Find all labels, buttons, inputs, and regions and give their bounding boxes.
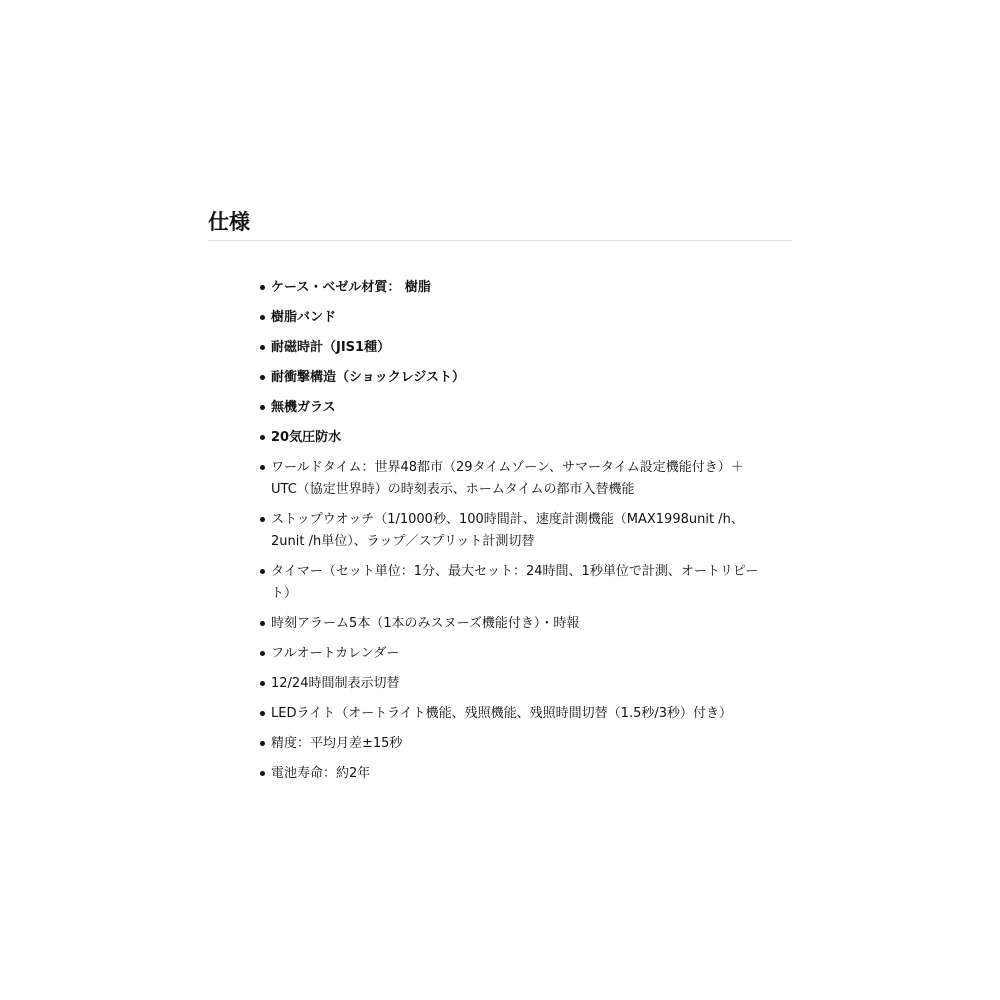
spec-item — [260, 509, 760, 553]
spec-item — [260, 427, 760, 449]
spec-list — [260, 277, 760, 793]
spec-item-text: LEDライト（オートライト機能、残照機能、残照時間切替（1.5秒/3秒）付き） — [271, 706, 733, 721]
spec-item — [260, 561, 760, 605]
spec-item — [260, 703, 760, 725]
spec-item — [260, 457, 760, 501]
spec-item — [260, 733, 760, 755]
spec-item-text: タイマー（セット単位：1分、最大セット：24時間、1秒単位で計測、オートリピート） — [271, 564, 759, 601]
bullet-icon — [260, 345, 265, 350]
bullet-icon — [260, 375, 265, 380]
spec-item-text: 12/24時間制表示切替 — [271, 676, 400, 691]
spec-item-text: 20気圧防水 — [271, 430, 342, 445]
bullet-icon — [260, 285, 265, 290]
spec-item — [260, 397, 760, 419]
bullet-icon — [260, 315, 265, 320]
bullet-icon — [260, 711, 265, 716]
bullet-icon — [260, 681, 265, 686]
spec-item-text: フルオートカレンダー — [271, 646, 400, 661]
bullet-icon — [260, 621, 265, 626]
spec-item — [260, 337, 760, 359]
spec-item — [260, 367, 760, 389]
spec-item-text: 耐衝撃構造（ショックレジスト） — [271, 370, 466, 385]
spec-title: 仕様 — [208, 205, 792, 241]
bullet-icon — [260, 771, 265, 776]
spec-item-text: 無機ガラス — [271, 400, 336, 415]
spec-item-text: 電池寿命：約2年 — [271, 766, 371, 781]
spec-item — [260, 673, 760, 695]
spec-item — [260, 643, 760, 665]
spec-item — [260, 307, 760, 329]
bullet-icon — [260, 741, 265, 746]
spec-item-text: ストップウオッチ（1/1000秒、100時間計、速度計測機能（MAX1998unit /h、2unit /h単位）、ラップ／スプリット計測切替 — [271, 512, 744, 549]
spec-item-text: 精度：平均月差±15秒 — [271, 736, 403, 751]
bullet-icon — [260, 405, 265, 410]
spec-section — [208, 205, 792, 781]
bullet-icon — [260, 465, 265, 470]
spec-item-text: ケース・ベゼル材質： 樹脂 — [271, 280, 431, 295]
spec-item-text: 耐磁時計（JIS1種） — [271, 340, 391, 355]
spec-item-text: ワールドタイム：世界48都市（29タイムゾーン、サマータイム設定機能付き）＋ UTC（協定世界時）の時刻表示、ホームタイムの都市入替機能 — [271, 460, 744, 497]
spec-item-text: 時刻アラーム5本（1本のみスヌーズ機能付き）・時報 — [271, 616, 580, 631]
bullet-icon — [260, 569, 265, 574]
spec-item — [260, 763, 760, 785]
bullet-icon — [260, 435, 265, 440]
spec-item — [260, 277, 760, 299]
bullet-icon — [260, 651, 265, 656]
spec-item-text: 樹脂バンド — [271, 310, 337, 325]
bullet-icon — [260, 517, 265, 522]
spec-item — [260, 613, 760, 635]
